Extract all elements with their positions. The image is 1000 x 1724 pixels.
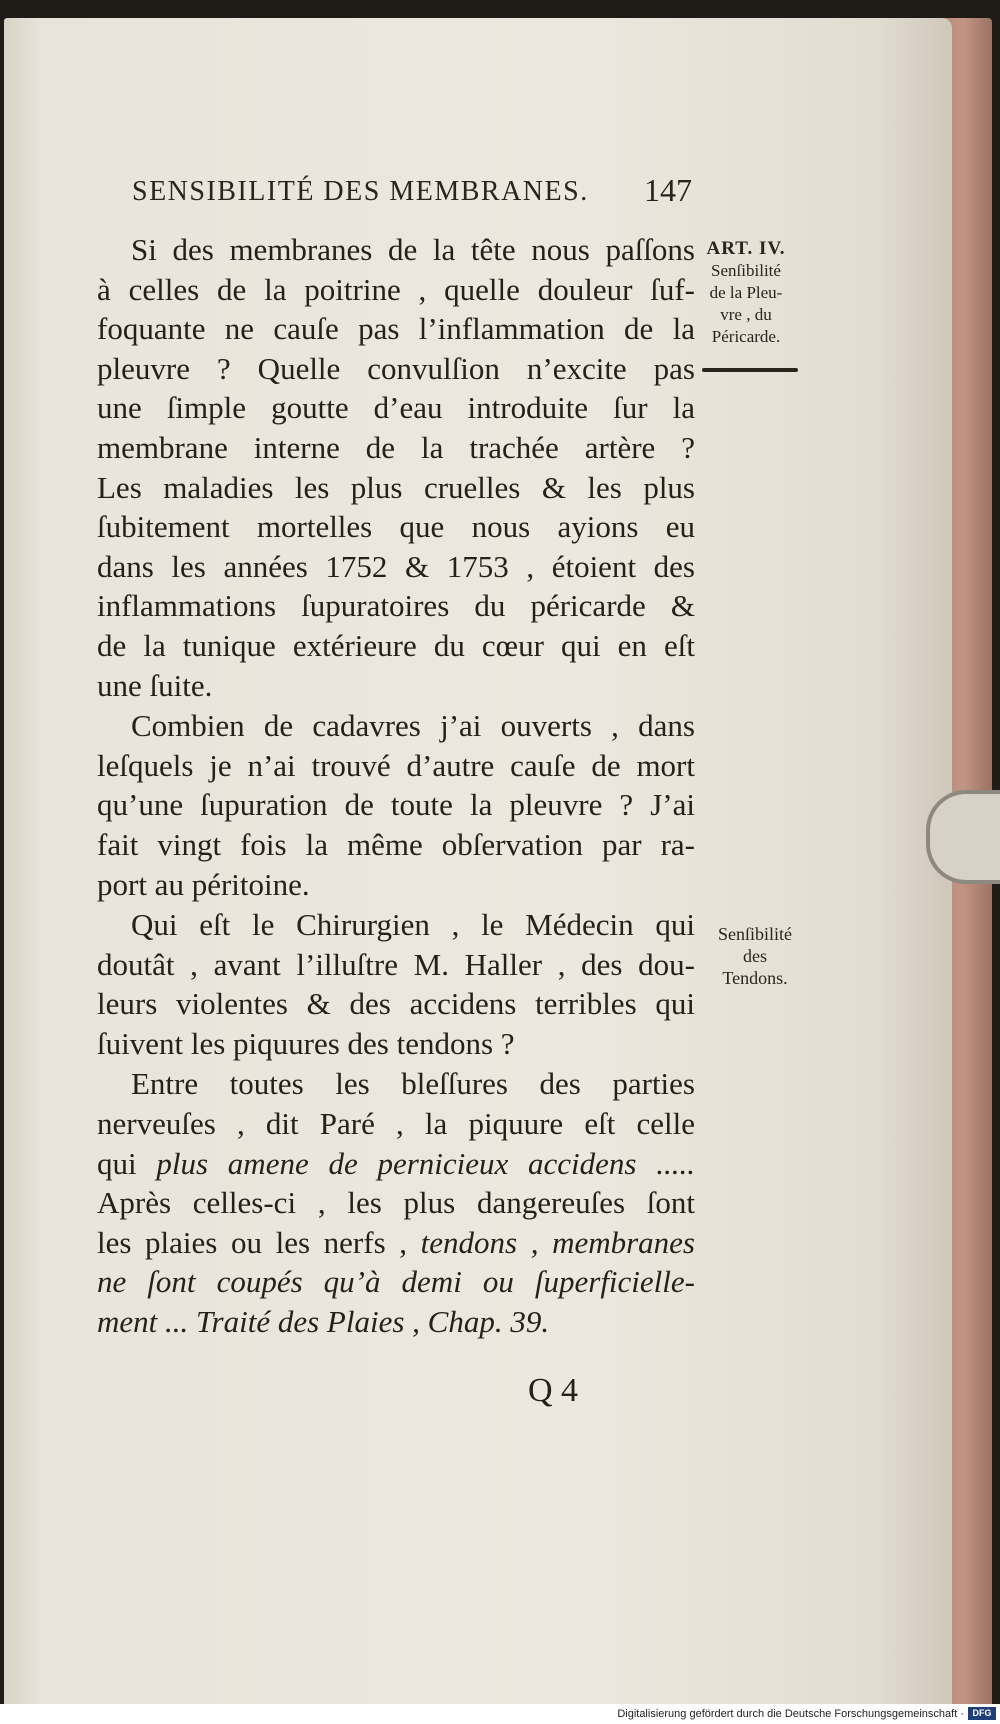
text-line: de la tunique extérieure du cœur qui en eſt xyxy=(97,627,695,663)
text-line-mixed xyxy=(97,1223,695,1263)
book-clip xyxy=(926,790,1000,884)
text-line: Après celles-ci , les plus dangereuſes ſont xyxy=(97,1185,695,1221)
text-line: membrane interne de la trachée artère ? xyxy=(97,429,695,465)
text-line: leſquels je n’ai trouvé d’autre cauſe de mort xyxy=(97,747,695,783)
text-line: ſuivent les piquures des tendons ? xyxy=(97,1025,515,1061)
margin-note-line: Senſibilité xyxy=(718,924,792,944)
dfg-logo-icon: DFG xyxy=(968,1707,996,1720)
text-line-mixed xyxy=(97,1144,695,1184)
text-line: Entre toutes les bleſſures des parties xyxy=(131,1066,695,1102)
text-line: Les maladies les plus cruelles & les plus xyxy=(97,469,695,505)
text-line: Combien de cadavres j’ai ouverts , dans xyxy=(131,708,695,744)
italic-fragment: plus amene de pernicieux accidens ..... xyxy=(156,1145,695,1181)
margin-note-line: des xyxy=(743,946,767,966)
body-text xyxy=(97,230,695,1342)
text-line: une ſuite. xyxy=(97,667,213,703)
margin-note-tendons xyxy=(700,923,810,989)
paragraph-2 xyxy=(97,706,695,904)
margin-note-line: Senſibilité xyxy=(711,261,781,280)
text-line: fait vingt fois la même obſervation par ra- xyxy=(97,826,695,862)
running-title: SENSIBILITÉ DES MEMBRANES. xyxy=(132,176,589,207)
text-fragment: les plaies ou les nerfs , xyxy=(97,1224,408,1260)
paragraph-3 xyxy=(97,905,695,1063)
text-line: leurs violentes & des accidens terribles qui xyxy=(97,986,695,1022)
digitization-footer xyxy=(0,1704,1000,1724)
margin-note-line: Péricarde. xyxy=(711,327,781,346)
text-line: à celles de la poitrine , quelle douleur ſuf- xyxy=(97,271,695,307)
text-line-italic: ne ſont coupés qu’à demi ou ſuperficielle- xyxy=(97,1264,695,1300)
margin-note-line: Tendons. xyxy=(722,968,788,988)
text-line: doutât , avant l’illuſtre M. Haller , des dou- xyxy=(97,946,695,982)
text-line-italic: ment ... Traité des Plaies , Chap. 39. xyxy=(97,1304,550,1340)
footer-credit: Digitalisierung gefördert durch die Deutsche Forschungsgemeinschaft · xyxy=(617,1708,964,1720)
text-fragment: qui xyxy=(97,1145,137,1181)
paragraph-4 xyxy=(97,1064,695,1341)
margin-note-pleuvre xyxy=(690,238,802,348)
text-line: foquante ne cauſe pas l’inflammation de la xyxy=(97,311,695,347)
text-line: nerveuſes , dit Paré , la piquure eſt celle xyxy=(97,1106,695,1142)
margin-note-line: vre , du xyxy=(720,305,772,324)
italic-fragment: tendons , membranes xyxy=(420,1224,695,1260)
text-line: dans les années 1752 & 1753 , étoient des xyxy=(97,548,695,584)
text-line: inflammations ſupuratoires du péricarde & xyxy=(97,588,695,624)
catchword-signature: Q 4 xyxy=(528,1372,579,1409)
margin-rule xyxy=(702,368,798,372)
text-line: une ſimple goutte d’eau introduite ſur la xyxy=(97,390,695,426)
page-header xyxy=(132,172,692,212)
text-line: port au péritoine. xyxy=(97,866,310,902)
page-number: 147 xyxy=(644,172,692,208)
text-line: ſubitement mortelles que nous ayions eu xyxy=(97,509,695,545)
text-line: Si des membranes de la tête nous paſſons xyxy=(131,232,695,267)
text-line: Qui eſt le Chirurgien , le Médecin qui xyxy=(131,907,695,943)
margin-note-article: ART. IV. xyxy=(706,238,786,259)
text-line: qu’une ſupuration de toute la pleuvre ? J’ai xyxy=(97,787,695,823)
text-line: pleuvre ? Quelle convulſion n’excite pas xyxy=(97,350,695,386)
paragraph-1 xyxy=(97,230,695,705)
margin-note-line: de la Pleu- xyxy=(709,283,783,302)
